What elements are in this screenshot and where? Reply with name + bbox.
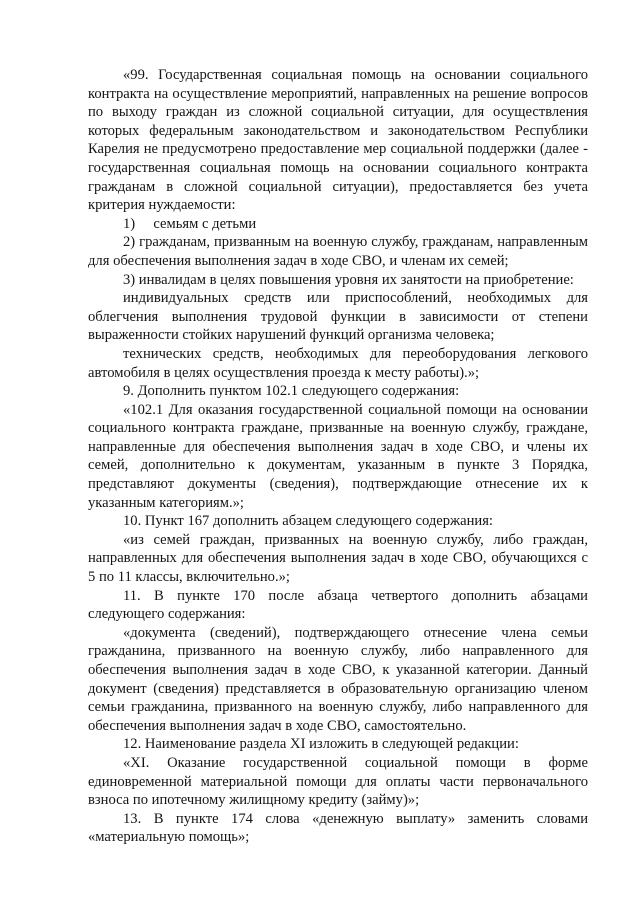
paragraph-item-9: 9. Дополнить пунктом 102.1 следующего содержания: (123, 383, 460, 400)
paragraph-item-12-quote: «XI. Оказание государственной социальной помощи в форме единовременной материальной помощи для оплаты части первоначального взноса по ипотечному жилищному кредиту (займу)»; (88, 754, 588, 809)
paragraph-item-13: 13. В пункте 174 слова «денежную выплату» заменить словами «материальную помощь»; (88, 810, 588, 846)
paragraph-item-12: 12. Наименование раздела XI изложить в следующей редакции: (123, 736, 519, 753)
paragraph-subitem-1: 1) семьям с детьми (123, 215, 257, 232)
paragraph-technical-means: технических средств, необходимых для переоборудования легкового автомобиля в целях осуществления проезда к месту работы).»; (88, 345, 588, 381)
paragraph-item-102-1: «102.1 Для оказания государственной социальной помощи на основании социального контракта граждане, призванные на военную службу, граждане, направленные для обеспечения выполнения задач в ходе СВО, и члены их семей, дополнительно к документам, указанным в пункте 3 Порядка, представляют документы (сведения), подтверждающие отнесение их к указанным категориям.»; (88, 401, 588, 511)
paragraph-individual-means: индивидуальных средств или приспособлений, необходимых для облегчения выполнения трудовой функции в зависимости от степени выраженности стойких нарушений функций организма человека; (88, 290, 588, 344)
paragraph-subitem-3: 3) инвалидам в целях повышения уровня их занятости на приобретение: (123, 271, 574, 288)
paragraph-item-10-quote: «из семей граждан, призванных на военную службу, либо граждан, направленных для обеспечения выполнения задач в ходе СВО, обучающихся с 5 по 11 классы, включительно.»; (88, 531, 588, 586)
paragraph-item-99: «99. Государственная социальная помощь на основании социального контракта на осуществление мероприятий, направленных на решение вопросов по выходу граждан из сложной социальной ситуации, для осуществления которых федеральным законодательством и законодательством Республики Карелия не предусмотрено предоставление мер социальной поддержки (далее - государственная социальная помощь на основании социального контракта гражданам в сложной социальной ситуации), предоставляется без учета критерия нуждаемости: (88, 67, 588, 214)
paragraph-item-11: 11. В пункте 170 после абзаца четвертого дополнить абзацами следующего содержания: (88, 587, 588, 623)
paragraph-item-10: 10. Пункт 167 дополнить абзацем следующего содержания: (123, 513, 493, 530)
document-page (88, 66, 588, 847)
paragraph-subitem-2: 2) гражданам, призванным на военную службу, гражданам, направленным для обеспечения выполнения задач в ходе СВО, и членам их семей; (88, 234, 588, 269)
paragraph-item-11-quote: «документа (сведений), подтверждающего отнесение члена семьи гражданина, призванного на военную службу, либо направленного для обеспечения выполнения задач в ходе СВО, к указанной категории. Данный документ (сведения) представляется в образовательную организацию членом семьи гражданина, призванного на военную службу, либо направленного для обеспечения выполнения задач в ходе СВО, самостоятельно. (88, 624, 588, 734)
